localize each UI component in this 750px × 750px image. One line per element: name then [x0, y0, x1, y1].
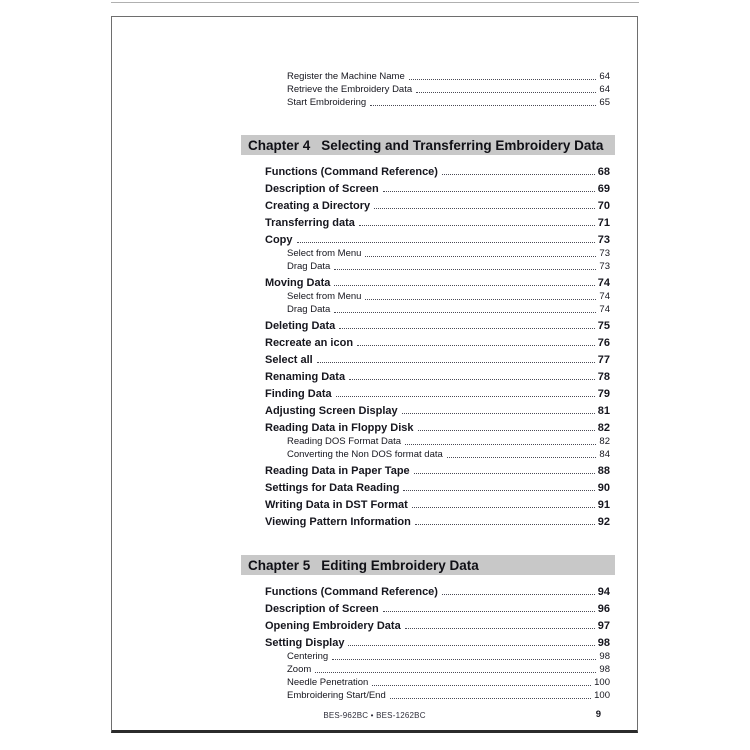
toc-entry-label: Functions (Command Reference): [265, 166, 438, 178]
dot-leader: [365, 256, 596, 257]
chapter-title: Selecting and Transferring Embroidery Data: [321, 137, 604, 153]
toc-entry-page-number: 64: [599, 84, 610, 95]
chapter-heading: [241, 135, 615, 155]
toc-entry-page-number: 97: [597, 620, 610, 632]
dot-leader: [349, 379, 595, 380]
dot-leader: [390, 698, 591, 699]
toc-entry-page-number: 100: [594, 690, 610, 701]
dot-leader: [357, 345, 595, 346]
toc-entry: [241, 289, 615, 302]
previous-page-edge: [111, 2, 639, 3]
dot-leader: [317, 362, 595, 363]
toc-entry: [241, 272, 615, 289]
toc-entry-page-number: 90: [597, 482, 610, 494]
dot-leader: [442, 594, 595, 595]
toc-entry-page-number: 73: [597, 234, 610, 246]
toc-entry-label: Viewing Pattern Information: [265, 516, 411, 528]
toc-entry-label: Embroidering Start/End: [287, 690, 386, 701]
toc-entry-page-number: 74: [599, 304, 610, 315]
toc-entry-label: Start Embroidering: [287, 97, 367, 108]
toc-entry: [241, 178, 615, 195]
toc-entry-page-number: 69: [597, 183, 610, 195]
toc-entry-page-number: 98: [599, 664, 610, 675]
toc-entry: [241, 366, 615, 383]
dot-leader: [359, 225, 595, 226]
toc-entry: [241, 259, 615, 272]
toc-entry: [241, 400, 615, 417]
toc-entry: [241, 649, 615, 662]
toc-entry-page-number: 65: [599, 97, 610, 108]
toc-entry-page-number: 84: [599, 449, 610, 460]
dot-leader: [383, 611, 595, 612]
toc-entry: [241, 632, 615, 649]
toc-entry: [241, 447, 615, 460]
toc-entry-label: Select from Menu: [287, 248, 362, 259]
dot-leader: [409, 79, 597, 80]
dot-leader: [365, 299, 596, 300]
toc-entry: [241, 212, 615, 229]
toc-entry-page-number: 98: [597, 637, 610, 649]
toc-entry: [241, 302, 615, 315]
dot-leader: [339, 328, 594, 329]
toc-entry-page-number: 96: [597, 603, 610, 615]
toc-entry-label: Opening Embroidery Data: [265, 620, 401, 632]
chapter-number: Chapter 5: [248, 557, 311, 573]
toc-entry-label: Description of Screen: [265, 603, 379, 615]
toc-entry-page-number: 94: [597, 586, 610, 598]
dot-leader: [447, 457, 597, 458]
toc-entry-page-number: 73: [599, 248, 610, 259]
dot-leader: [405, 444, 596, 445]
toc-entry-label: Needle Penetration: [287, 677, 369, 688]
dot-leader: [412, 507, 595, 508]
toc-entry-page-number: 88: [597, 465, 610, 477]
toc-entry: [241, 581, 615, 598]
dot-leader: [403, 490, 594, 491]
toc-entry-label: Retrieve the Embroidery Data: [287, 84, 413, 95]
toc-entry: [241, 511, 615, 528]
toc-entry: [241, 417, 615, 434]
dot-leader: [442, 174, 595, 175]
toc-entry: [241, 688, 615, 701]
toc-entry-page-number: 76: [597, 337, 610, 349]
toc-entry-page-number: 77: [597, 354, 610, 366]
chapter-number: Chapter 4: [248, 137, 311, 153]
chapter-heading: [241, 555, 615, 575]
dot-leader: [315, 672, 596, 673]
toc-entry: [241, 69, 615, 82]
toc-entry: [241, 195, 615, 212]
toc-entry: [241, 315, 615, 332]
toc-entry-label: Select from Menu: [287, 291, 362, 302]
toc-entry-label: Adjusting Screen Display: [265, 405, 398, 417]
toc-entry: [241, 229, 615, 246]
toc-entry-label: Select all: [265, 354, 313, 366]
toc-entry: [241, 349, 615, 366]
toc-entry: [241, 246, 615, 259]
toc-entry-page-number: 71: [597, 217, 610, 229]
dot-leader: [334, 312, 596, 313]
toc-entry: [241, 161, 615, 178]
dot-leader: [332, 659, 596, 660]
toc-entry-page-number: 82: [597, 422, 610, 434]
toc-entry: [241, 460, 615, 477]
toc-entry-page-number: 73: [599, 261, 610, 272]
toc-entry-label: Writing Data in DST Format: [265, 499, 408, 511]
toc-entry-page-number: 100: [594, 677, 610, 688]
dot-leader: [402, 413, 595, 414]
dot-leader: [348, 645, 594, 646]
toc-entry-label: Renaming Data: [265, 371, 346, 383]
toc-entry: [241, 383, 615, 400]
document-page: [111, 16, 638, 733]
toc-entry-page-number: 92: [597, 516, 610, 528]
toc-entry-label: Creating a Directory: [265, 200, 371, 212]
toc-entry: [241, 477, 615, 494]
dot-leader: [334, 269, 596, 270]
toc-entry-label: Deleting Data: [265, 320, 336, 332]
toc-entry-label: Description of Screen: [265, 183, 379, 195]
toc-list: [241, 69, 615, 701]
footer-model-names: BES-962BC • BES-1262BC: [323, 711, 426, 720]
toc-entry-label: Reading DOS Format Data: [287, 436, 402, 447]
dot-leader: [370, 105, 596, 106]
toc-entry: [241, 434, 615, 447]
toc-entry-label: Moving Data: [265, 277, 331, 289]
toc-entry-label: Finding Data: [265, 388, 332, 400]
toc-entry-page-number: 64: [599, 71, 610, 82]
dot-leader: [405, 628, 595, 629]
toc-entry: [241, 494, 615, 511]
dot-leader: [334, 285, 594, 286]
dot-leader: [336, 396, 595, 397]
toc-entry: [241, 662, 615, 675]
chapter-title: Editing Embroidery Data: [321, 557, 479, 573]
toc-entry-page-number: 75: [597, 320, 610, 332]
toc-entry-page-number: 82: [599, 436, 610, 447]
toc-entry-label: Recreate an icon: [265, 337, 354, 349]
dot-leader: [297, 242, 595, 243]
toc-entry: [241, 82, 615, 95]
toc-entry-label: Setting Display: [265, 637, 345, 649]
toc-entry-label: Transferring data: [265, 217, 355, 229]
toc-entry-page-number: 74: [597, 277, 610, 289]
toc-entry: [241, 615, 615, 632]
dot-leader: [383, 191, 595, 192]
toc-entry: [241, 598, 615, 615]
dot-leader: [374, 208, 595, 209]
toc-entry-page-number: 79: [597, 388, 610, 400]
toc-entry-label: Register the Machine Name: [287, 71, 405, 82]
toc-entry-label: Centering: [287, 651, 329, 662]
dot-leader: [416, 92, 596, 93]
toc-entry-label: Settings for Data Reading: [265, 482, 400, 494]
dot-leader: [414, 473, 595, 474]
toc-entry-label: Reading Data in Floppy Disk: [265, 422, 414, 434]
toc-entry: [241, 675, 615, 688]
toc-entry-page-number: 74: [599, 291, 610, 302]
dot-leader: [415, 524, 595, 525]
toc-entry-label: Copy: [265, 234, 293, 246]
toc-entry-label: Zoom: [287, 664, 312, 675]
toc-entry: [241, 95, 615, 108]
toc-entry-page-number: 78: [597, 371, 610, 383]
toc-entry-label: Functions (Command Reference): [265, 586, 438, 598]
toc-entry-label: Drag Data: [287, 261, 331, 272]
toc-entry-page-number: 81: [597, 405, 610, 417]
toc-entry-page-number: 70: [597, 200, 610, 212]
toc-entry-page-number: 68: [597, 166, 610, 178]
toc-entry-label: Drag Data: [287, 304, 331, 315]
toc-entry-label: Reading Data in Paper Tape: [265, 465, 410, 477]
toc-entry: [241, 332, 615, 349]
footer-page-number: 9: [595, 709, 601, 720]
toc-entry-page-number: 91: [597, 499, 610, 511]
dot-leader: [418, 430, 595, 431]
toc-entry-label: Converting the Non DOS format data: [287, 449, 443, 460]
dot-leader: [372, 685, 591, 686]
toc-entry-page-number: 98: [599, 651, 610, 662]
